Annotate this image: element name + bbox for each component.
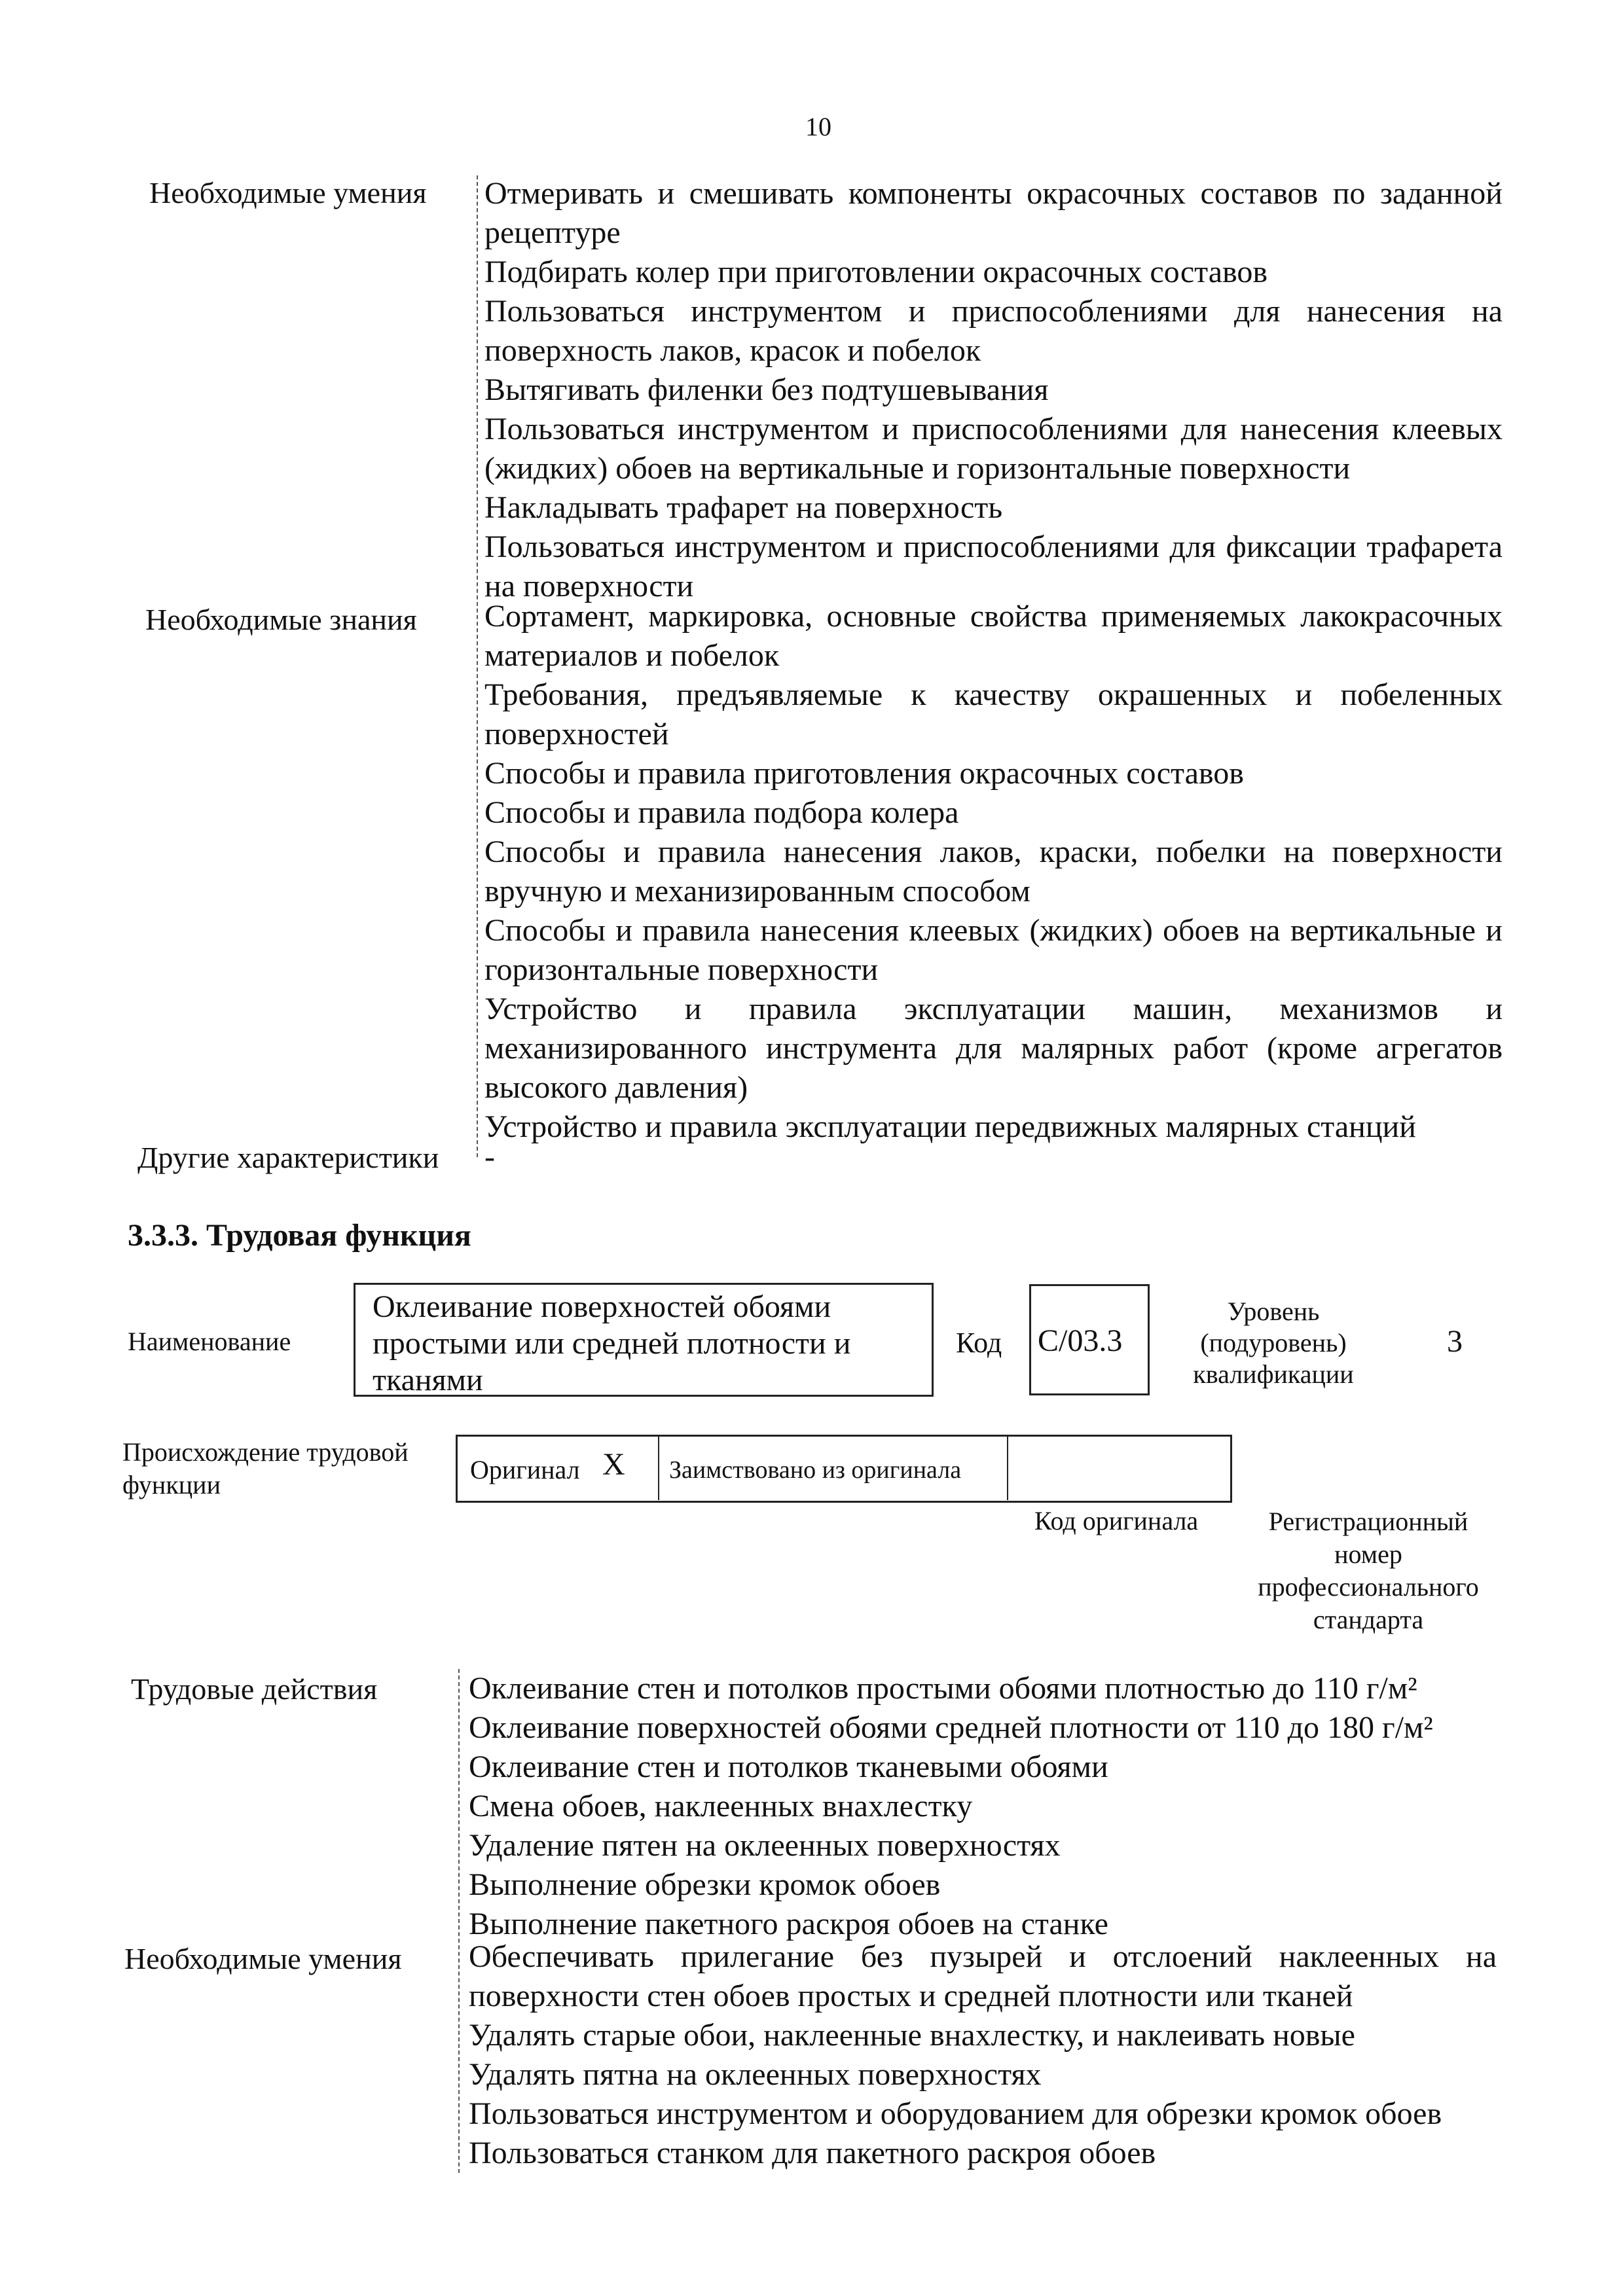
list-item: Удаление пятен на оклеенных поверхностях <box>469 1828 1061 1863</box>
code-box <box>1029 1284 1150 1395</box>
actions-list <box>469 1669 1497 1944</box>
original-mark: X <box>602 1447 625 1482</box>
list-item: Вытягивать филенки без подтушевывания <box>484 372 1049 407</box>
skills-label: Необходимые умения <box>149 176 427 209</box>
name-value: Оклеивание поверхностей обоями простыми или средней плотности и тканями <box>373 1289 851 1397</box>
knowledge-label: Необходимые знания <box>145 603 417 636</box>
list-item: Сортамент, маркировка, основные свойства применяемых лакокрасочных материалов и побелок <box>484 599 1503 673</box>
skills-list <box>484 174 1503 606</box>
list-item: Способы и правила подбора колера <box>484 795 959 830</box>
list-item: Пользоваться инструментом и приспособлениями для нанесения клеевых (жидких) обоев на вертикальные и горизонтальные поверхности <box>484 412 1503 486</box>
reg-number-caption: Регистрационный номер профессионального стандарта <box>1258 1507 1479 1634</box>
list-item: Оклеивание стен и потолков тканевыми обоями <box>469 1749 1108 1784</box>
list-item: Способы и правила приготовления окрасочных составов <box>484 756 1244 791</box>
list-item: Устройство и правила эксплуатации передвижных малярных станций <box>484 1109 1416 1144</box>
origin-label: Происхождение трудовой функции <box>122 1437 409 1499</box>
list-item: Обеспечивать прилегание без пузырей и отслоений наклеенных на поверхности стен обоев простых и средней плотности или тканей <box>469 1939 1497 2013</box>
name-label: Наименование <box>128 1327 291 1356</box>
list-item: Выполнение обрезки кромок обоев <box>469 1867 941 1902</box>
skills-list <box>469 1937 1497 2173</box>
skills-label: Необходимые умения <box>124 1942 402 1975</box>
knowledge-list <box>484 597 1503 1147</box>
list-item: Отмеривать и смешивать компоненты окрасочных составов по заданной рецептуре <box>484 176 1503 250</box>
list-item: Способы и правила нанесения лаков, краски, побелки на поверхности вручную и механизированным способом <box>484 834 1503 908</box>
level-value: 3 <box>1447 1324 1463 1359</box>
list-item: Способы и правила нанесения клеевых (жидких) обоев на вертикальные и горизонтальные поверхности <box>484 913 1503 987</box>
code-value: С/03.3 <box>1038 1323 1123 1358</box>
list-item: Пользоваться станком для пакетного раскроя обоев <box>469 2136 1156 2170</box>
other-characteristics-value: - <box>484 1139 495 1174</box>
column-divider <box>458 1669 460 2173</box>
list-item: Удалять старые обои, наклеенные внахлестку, и наклеивать новые <box>469 2018 1355 2053</box>
name-box <box>354 1283 934 1397</box>
list-item: Выполнение пакетного раскроя обоев на станке <box>469 1907 1108 1941</box>
borrowed-label: Заимствовано из оригинала <box>669 1456 962 1484</box>
other-characteristics-label: Другие характеристики <box>137 1141 439 1174</box>
origin-divider <box>1007 1436 1008 1500</box>
section-heading: 3.3.3. Трудовая функция <box>128 1218 471 1253</box>
list-item: Подбирать колер при приготовлении окрасочных составов <box>484 255 1267 289</box>
list-item: Смена обоев, наклеенных внахлестку <box>469 1789 973 1823</box>
list-item: Устройство и правила эксплуатации машин, механизмов и механизированного инструмента для малярных работ (кроме агрегатов высокого давления) <box>484 992 1503 1105</box>
list-item: Удалять пятна на оклеенных поверхностях <box>469 2057 1042 2092</box>
origin-divider <box>658 1436 659 1500</box>
original-label: Оригинал <box>470 1455 580 1484</box>
list-item: Пользоваться инструментом и приспособлениями для нанесения на поверхность лаков, красок и побелок <box>484 294 1503 368</box>
list-item: Требования, предъявляемые к качеству окрашенных и побеленных поверхностей <box>484 677 1503 751</box>
list-item: Оклеивание стен и потолков простыми обоями плотностью до 110 г/м² <box>469 1671 1417 1706</box>
code-original-caption: Код оригинала <box>1034 1506 1199 1535</box>
list-item: Накладывать трафарет на поверхность <box>484 490 1003 525</box>
actions-label: Трудовые действия <box>131 1672 378 1706</box>
page-number: 10 <box>805 112 831 141</box>
level-label: Уровень (подуровень) квалификации <box>1193 1297 1354 1389</box>
list-item: Пользоваться инструментом и оборудованием для обрезки кромок обоев <box>469 2096 1442 2131</box>
list-item: Оклеивание поверхностей обоями средней плотности от 110 до 180 г/м² <box>469 1710 1433 1745</box>
column-divider <box>477 175 478 1157</box>
code-label: Код <box>956 1327 1002 1359</box>
list-item: Пользоваться инструментом и приспособлениями для фиксации трафарета на поверхности <box>484 529 1503 603</box>
